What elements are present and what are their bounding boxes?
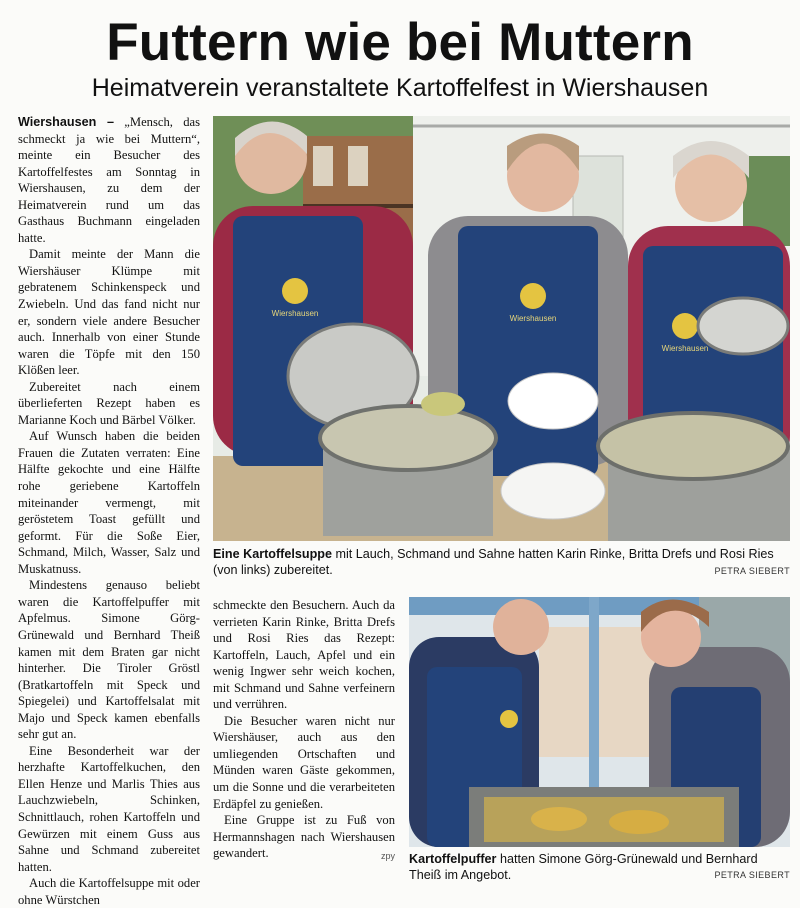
dateline: Wiershausen –: [18, 115, 114, 129]
photo2-caption: Kartoffelpuffer hatten Simone Görg-Grünewald und Bernhard Theiß im Angebot.: [409, 852, 758, 882]
paragraph: Eine Gruppe ist zu Fuß von Hermannshagen nach Wiershausen gewandert. zpy: [213, 812, 395, 862]
photo1-credit: PETRA SIEBERT: [714, 566, 790, 576]
paragraph: Auch die Kartoffelsuppe mit oder ohne Würstchen: [18, 876, 200, 907]
photo-kartoffelpuffer: [409, 597, 790, 847]
photo1-caption: Eine Kartoffelsuppe mit Lauch, Schmand und Sahne hatten Karin Rinke, Britta Drefs und Rosi Ries (von links) zubereitet.: [213, 547, 774, 577]
photo2-credit: PETRA SIEBERT: [714, 870, 790, 880]
paragraph: schmeckte den Besuchern. Auch da verrieten Karin Rinke, Britta Drefs und Rosi Ries das Rezept: Kartoffeln, Lauch, Apfel und ein wenig Ingwer sehr weich kochen, mit Schmand und Sahne verfeinern und verrühren.: [213, 598, 395, 712]
paragraph: Zubereitet nach einem überlieferten Rezept haben es Marianne Koch und Bärbel Völker.: [18, 379, 200, 427]
article-column-2: [213, 597, 395, 865]
paragraph: Mindestens genauso beliebt waren die Kartoffelpuffer mit Apfelmus. Simone Görg-Grünewald und Bernhard Theiß kamen mit dem Braten gar nicht hinterher. Die Tiroler Gröstl (Bratkartoffeln mit Speck und Spiegelei) und Kartoffelsalat mit Majo und Speck kamen ebenfalls sehr gut an.: [18, 578, 200, 742]
apron-lettering: Wiershausen: [509, 314, 557, 323]
article-column-1: [18, 114, 200, 908]
paragraph: Damit meinte der Mann die Wiershäuser Klümpe mit gebratenem Schinkenspeck und Zwiebeln. Und das fand nicht nur er, sondern viele andere Besucher auch. Innerhalb von einer Stunde waren die Töpfe mit den 150 Klößen leer.: [18, 247, 200, 378]
subheadline: Heimatverein veranstaltete Kartoffelfest in Wiershausen: [91, 74, 709, 102]
paragraph: Wiershausen – „Mensch, das schmeckt ja wie bei Muttern“, meinte ein Besucher des Kartoffelfestes am Sonntag in Wiershausen, zu dem der Heimatverein rund um das Gasthaus Buchmann eingeladen hatte.: [18, 115, 200, 245]
apron-lettering: Wiershausen: [271, 309, 319, 318]
paragraph: Auf Wunsch haben die beiden Frauen die Zutaten verraten: Eine Hälfte gekochte und eine Hälfte rohe geriebene Kartoffeln miteinander vermengt, mit geröstetem Toast gefüllt und geformt. Für die Soße Eier, Schmand, Milch, Wasser, Salz und Muskatnuss.: [18, 429, 200, 576]
photo-kartoffelsuppe: [213, 116, 790, 541]
headline: Futtern wie bei Muttern: [106, 13, 694, 72]
apron-lettering: Wiershausen: [661, 344, 709, 353]
paragraph: Eine Besonderheit war der herzhafte Kartoffelkuchen, den Ellen Henze und Marlis Thies aus Lauchzwiebeln, Schinken, Schnittlauch, rohen Kartoffeln und Gewürzen mit einem Guss aus Sahne und Schmand zubereitet hatten.: [18, 743, 200, 874]
photo-kartoffelpuffer-illustration: [409, 597, 790, 847]
paragraph: Die Besucher waren nicht nur Wiershäuser, auch aus den umliegenden Ortschaften und Münden waren Gäste gekommen, um die Sonne und die verarbeiteten Erdäpfel zu genießen.: [213, 713, 395, 811]
author-signature: zpy: [380, 851, 395, 862]
photo-kartoffelsuppe-illustration: [213, 116, 790, 541]
